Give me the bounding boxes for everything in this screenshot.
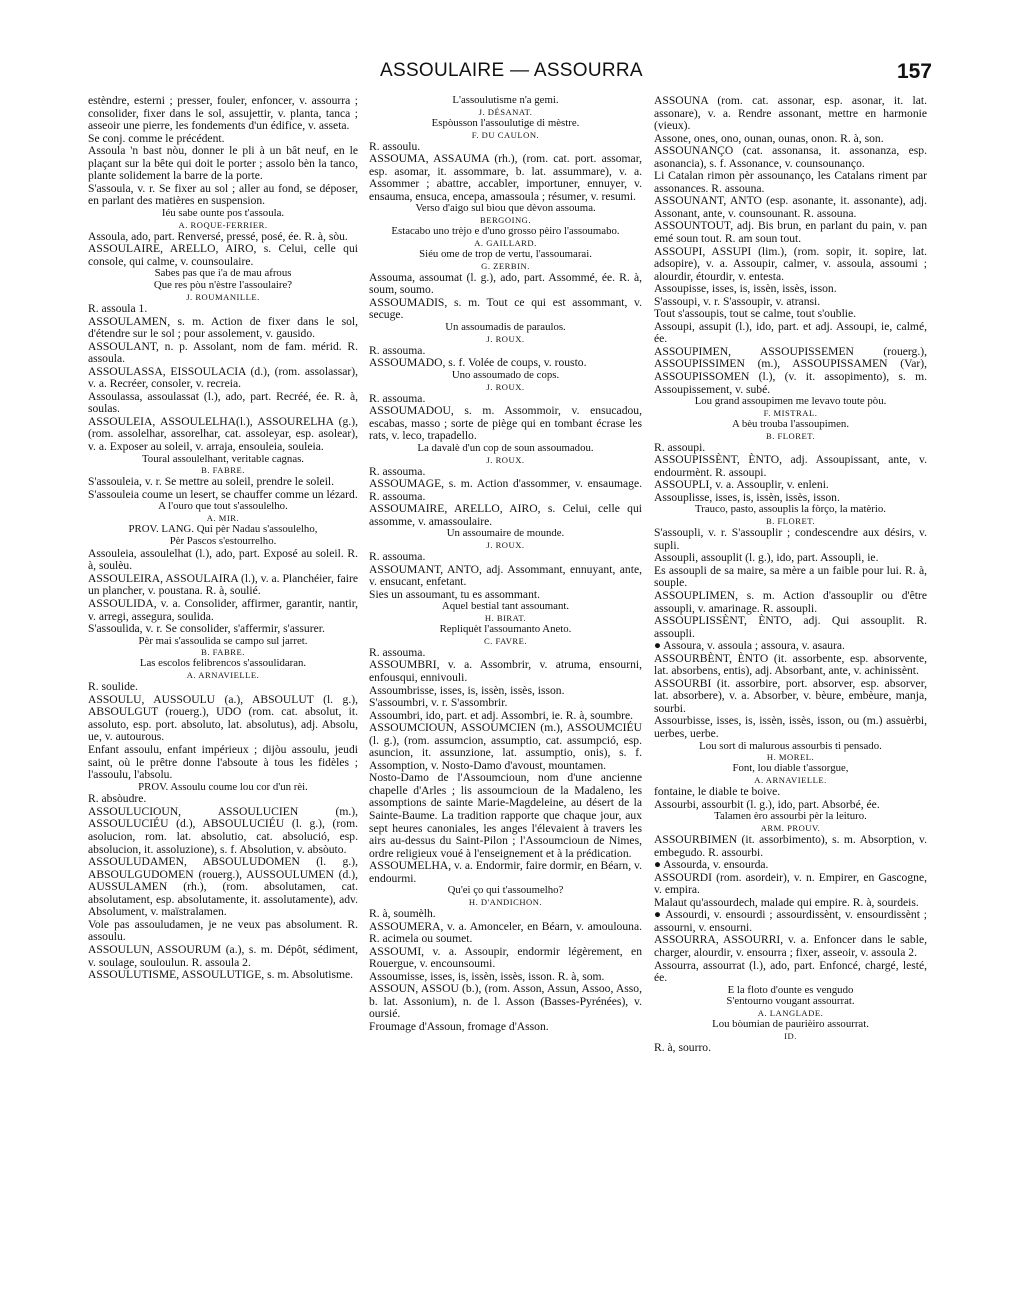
dictionary-entry: S'assouleia coume un lesert, se chauffer comme un lézard. <box>88 487 358 501</box>
dictionary-entry: ASSOULAMEN, s. m. Action de fixer dans le sol, d'étendre sur le sol ; pour assolement, v. gausido. <box>88 314 358 341</box>
dictionary-entry: ASSOUPLI, v. a. Assouplir, v. enleni. <box>654 478 829 492</box>
etymology-reference: R. à, sourro. <box>654 1040 711 1054</box>
quotation: Las escolos felibrencos s'assoulidaran. <box>139 657 307 670</box>
quotation: PROV. Assoulu coume lou cor d'un rèi. <box>138 780 308 793</box>
dictionary-entry: ASSOURBIMEN (it. assorbimento), s. m. Absorption, v. embegudo. R. assourbi. <box>654 833 927 859</box>
quote-attribution: F. MISTRAL. <box>763 407 818 418</box>
dictionary-entry: ASSOUMA, ASSAUMA (rh.), (rom. cat. port. assomar, esp. asomar, it. assommare, b. lat. assummare), v. a. Assommer ; abattre, accabler, importuner, ennuyer, v. ensauma, ensuca, encepa, amassoula ; résumer, v. resumi. <box>369 152 642 203</box>
dictionary-entry: ASSOULUN, ASSOURUM (a.), s. m. Dépôt, sédiment, v. soulage, souloulun. R. assoula 2. <box>88 942 358 969</box>
quote-attribution: H. MOREL. <box>766 752 815 763</box>
dictionary-entry: Assoumbrisse, isses, is, issèn, issès, isson. <box>369 683 565 697</box>
dictionary-entry: ASSOULANT, n. p. Assolant, nom de fam. mérid. R. assoula. <box>88 339 358 366</box>
dictionary-entry: Assoumisse, isses, is, issèn, issès, isson. R. à, som. <box>369 969 605 983</box>
dictionary-entry: Es assoupli de sa maire, sa mère a un faible pour lui. R. à, souple. <box>654 563 927 590</box>
dictionary-entry: ● Assourda, v. ensourda. <box>654 858 769 872</box>
dictionary-entry: ASSOUMI, v. a. Assoupir, endormir légèrement, en Rouergue, v. encounsoumi. <box>369 944 642 971</box>
dictionary-entry: ASSOULEIA, ASSOULELHA(l.), ASSOURELHA (g.), (rom. assolelhar, assorelhar, cat. assoleyar, esp. asolear), v. a. Exposer au soleil, v. arraja, ensouleia, souleia. <box>88 414 358 453</box>
quote-attribution: A. ARNAVIELLE. <box>186 670 260 681</box>
text-column-1 <box>88 95 358 1245</box>
etymology-reference: R. assoulu. <box>369 139 421 153</box>
dictionary-entry: Nosto-Damo de l'Assoumcioun, nom d'une ancienne chapelle d'Arles ; lis assoumcioun de la Madaleno, les assomptions de sainte Marie-Magdeleine, au désert de la Sainte-Baume. La tradition rapporte que chaque jour, aux sept heures canoniales, les anges l'élevaient à travers les airs au-dessus du Saint-Pilon ; l'Assoumcioun de Nimes, ordre religieux voué à l'enseignement et à la prédication. <box>369 771 642 860</box>
dictionary-entry: ASSOUPI, ASSUPI (lim.), (rom. sopir, it. sopire, lat. adsopire), v. a. Assoupir, calmer, v. assoula, assoumi ; alourdir, étourdir, v. entesta. <box>654 244 927 283</box>
dictionary-entry: ASSOUMERA, v. a. Amonceler, en Béarn, v. amoulouna. R. acimela ou soumet. <box>369 919 642 946</box>
dictionary-entry: Assoumbri, ido, part. et adj. Assombri, ie. R. à, soumbre. <box>369 708 634 722</box>
quote-attribution: G. ZERBIN. <box>481 260 530 271</box>
quotation: Siéu ome de trop de vertu, l'assoumarai. <box>419 247 592 260</box>
dictionary-entry: ASSOUPISSÈNT, ÈNTO, adj. Assoupissant, ante, v. endourmènt. R. assoupi. <box>654 453 927 479</box>
quotation: Espòusson l'assoulutige di mèstre. <box>431 116 580 129</box>
quote-attribution: J. ROUX. <box>486 333 525 344</box>
dictionary-entry: Assouma, assoumat (l. g.), ado, part. Assommé, ée. R. à, soum, soumo. <box>369 270 642 297</box>
quotation: Sabes pas que i'a de mau afrous Que res pòu n'èstre l'assoulaire? <box>153 267 293 292</box>
quotation: Lou bòumian de paurièiro assourrat. <box>712 1018 869 1031</box>
dictionary-entry: Se conj. comme le précédent. <box>88 131 225 145</box>
quote-attribution: A. ARNAVIELLE. <box>754 775 827 786</box>
dictionary-entry: ● Assoura, v. assoula ; assoura, v. asaura. <box>654 639 845 653</box>
dictionary-entry: ASSOUMCIOUN, ASSOUMCIEN (m.), ASSOUMCIÉU (l. g.), (rom. assumcion, assumptio, cat. assumpció, esp. asuncion, it. assunzione, lat. assumptio, onis), s. f. Assomption, v. Nosto-Damo d'avoust, mountamen. <box>369 721 642 772</box>
dictionary-entry: ASSOULIDA, v. a. Consolider, affirmer, garantir, nantir, v. arregi, assegura, soulida. <box>88 596 358 623</box>
dictionary-entry: ASSOULEIRA, ASSOULAIRA (l.), v. a. Planchéier, faire un plancher, v. poustana. R. à, soulié. <box>88 571 358 598</box>
quotation: Repliquèt l'assoumanto Aneto. <box>439 623 572 636</box>
quote-attribution: H. D'ANDICHON. <box>468 897 543 908</box>
dictionary-entry: ASSOULUTISME, ASSOULUTIGE, s. m. Absolutisme. <box>88 968 354 982</box>
dictionary-entry: ASSOURBI (it. assorbire, port. absorver, esp. absorver, lat. absorbere), v. a. Absorber, v. bèure, embèure, manja, sourbi. <box>654 676 927 715</box>
dictionary-entry: Enfant assoulu, enfant impérieux ; dijòu assoulu, jeudi saint, où le prêtre donne l'absoute à tous les fidèles ; l'assoulu, l'absolu. <box>88 742 358 782</box>
quote-attribution: J. DÉSANAT. <box>478 106 533 117</box>
quotation: Un assoumaire de mounde. <box>446 527 565 540</box>
dictionary-entry: fontaine, le diable te boive. <box>654 785 781 799</box>
dictionary-entry: ASSOUPLIMEN, s. m. Action d'assouplir ou d'être assoupli, v. amarinage. R. assoupli. <box>654 588 927 615</box>
etymology-reference: R. soulide. <box>88 680 138 694</box>
dictionary-entry: S'assoula, v. r. Se fixer au sol ; aller au fond, se déposer, en parlant des matières en suspension. <box>88 181 358 208</box>
quote-attribution: J. ROUX. <box>486 454 525 465</box>
dictionary-entry: ASSOUNANÇO (cat. assonansa, it. assonanza, esp. asonancia), s. f. Assonance, v. counsounanço. <box>654 144 927 170</box>
dictionary-entry: Assourra, assourrat (l.), ado, part. Enfoncé, chargé, lesté, ée. <box>654 958 927 985</box>
quotation: Estacabo uno trèjo e d'uno grosso pèiro l'assoumabo. <box>391 225 620 238</box>
dictionary-entry: Assourbi, assourbit (l. g.), ido, part. Absorbé, ée. <box>654 797 880 811</box>
dictionary-entry: ASSOULASSA, EISSOULACIA (d.), (rom. assolassar), v. a. Recréer, consoler, v. recreia. <box>88 364 358 391</box>
etymology-reference: R. à, soumèlh. <box>369 907 436 921</box>
quotation: A l'ouro que tout s'assoulelho. <box>158 500 288 513</box>
dictionary-entry: Li Catalan rimon pèr assounanço, les Catalans riment par assonances. R. assouna. <box>654 169 927 195</box>
quote-attribution: J. ROUX. <box>486 540 525 551</box>
quote-attribution: A. GAILLARD. <box>474 237 537 248</box>
dictionary-entry: ASSOUMELHA, v. a. Endormir, faire dormir, en Béarn, v. endourmi. <box>369 859 642 885</box>
quotation: Lou grand assoupimen me levavo toute pòu. <box>694 395 887 408</box>
dictionary-entry: Assone, ones, ono, ounan, ounas, onon. R. à, son. <box>654 131 884 145</box>
etymology-reference: R. assoula 1. <box>88 301 148 315</box>
dictionary-entry: Tout s'assoupis, tout se calme, tout s'oublie. <box>654 307 857 321</box>
dictionary-entry: S'assoulida, v. r. Se consolider, s'affermir, s'assurer. <box>88 622 325 636</box>
dictionary-entry: Assoulassa, assoulassat (l.), ado, part. Recréé, ée. R. à, soulas. <box>88 389 358 416</box>
dictionary-entry: ASSOULU, AUSSOULU (a.), ABSOULUT (l. g.), ABSOULGUT (rouerg.), UDO (rom. cat. absolut, it. assoluto, esp. port. absoluto, lat. absolutus), adj. Absolu, ue, v. autourous. <box>88 692 358 744</box>
quote-attribution: J. ROUMANILLE. <box>186 291 260 302</box>
quotation: Uno assoumado de cops. <box>451 368 560 381</box>
dictionary-entry: S'assoupi, v. r. S'assoupir, v. atransi. <box>654 294 821 308</box>
dictionary-entry: S'assoumbri, v. r. S'assombrir. <box>369 696 508 710</box>
quote-attribution: H. BIRAT. <box>484 613 527 624</box>
quote-attribution: BERGOING. <box>479 215 532 226</box>
dictionary-entry: ASSOUMAGE, s. m. Action d'assommer, v. ensaumage. R. assouma. <box>369 477 642 503</box>
dictionary-entry: Vole pas assouludamen, je ne veux pas absolument. R. assoulu. <box>88 917 358 944</box>
running-title: ASSOULAIRE — ASSOURRA <box>380 60 643 81</box>
dictionary-entry: ASSOUMADIS, s. m. Tout ce qui est assommant, v. secuge. <box>369 295 642 322</box>
dictionary-entry: ASSOUMADOU, s. m. Assommoir, v. ensucadou, escabas, masso ; sorte de piège qui en tombant écrase les rats, v. leco, trapadello. <box>369 404 642 443</box>
quote-attribution: B. FABRE. <box>201 465 245 476</box>
quotation: Aquel bestial tant assoumant. <box>441 600 570 613</box>
dictionary-entry: ASSOURDI (rom. asordeir), v. n. Empirer, en Gascogne, v. empira. <box>654 870 927 897</box>
quote-attribution: B. FABRE. <box>201 647 245 658</box>
quote-attribution: ARM. PROUV. <box>760 823 821 834</box>
dictionary-entry: ASSOUNANT, ANTO (esp. asonante, it. assonante), adj. Assonant, ante, v. counsounant. R. assouna. <box>654 194 927 220</box>
dictionary-entry: ASSOUMAIRE, ARELLO, AIRO, s. Celui, celle qui assomme, v. amassoulaire. <box>369 502 642 528</box>
quotation: Iéu sabe ounte pos t'assoula. <box>161 206 285 219</box>
etymology-reference: R. assouma. <box>369 391 426 405</box>
quote-attribution: A. LANGLADE. <box>757 1008 824 1019</box>
text-column-2 <box>369 95 642 1245</box>
dictionary-entry: estèndre, esterni ; presser, fouler, enfoncer, v. assourra ; consolider, fixer dans le sol, assujettir, v. planta, tanca ; asseoir une pierre, les fondements d'un édifice, v. asseta. <box>88 95 358 133</box>
quotation: L'assoulutisme n'a gemi. <box>452 95 559 106</box>
quote-attribution: B. FLORET. <box>765 516 815 527</box>
quote-attribution: J. ROUX. <box>486 381 525 392</box>
quotation: Lou sort di malurous assourbis ti pensado. <box>699 739 882 752</box>
quote-attribution: A. ROQUE-FERRIER. <box>178 219 268 230</box>
dictionary-entry: ASSOURBÈNT, ÈNTO (it. assorbente, esp. absorvente, lat. absorbens, entis), adj. Absorbant, ante, v. achinissènt. <box>654 651 927 678</box>
dictionary-entry: ASSOUN, ASSOU (b.), (rom. Asson, Assun, Assoo, Asso, b. lat. Assonium), n. de l. Asson (Basses-Pyrénées), v. oursié. <box>369 982 642 1021</box>
dictionary-entry: ● Assourdi, v. ensourdi ; assourdissènt, v. ensourdissènt ; assourni, v. ensourni. <box>654 908 927 934</box>
dictionary-entry: Assouleia, assoulelhat (l.), ado, part. Exposé au soleil. R. à, soulèu. <box>88 546 358 573</box>
etymology-reference: R. absòudre. <box>88 792 147 806</box>
dictionary-entry: Froumage d'Assoun, fromage d'Asson. <box>369 1020 549 1033</box>
etymology-reference: R. assouma. <box>369 464 426 478</box>
dictionary-entry: Assoupli, assouplit (l. g.), ido, part. Assoupli, ie. <box>654 551 879 565</box>
dictionary-entry: ASSOUPLISSÈNT, ÈNTO, adj. Qui assouplit. R. assoupli. <box>654 614 927 640</box>
quote-attribution: A. MIR. <box>206 513 240 524</box>
dictionary-entry: ASSOUMBRI, v. a. Assombrir, v. atruma, ensourni, enfousqui, ennivouli. <box>369 658 642 684</box>
quote-attribution: C. FAVRE. <box>483 635 528 646</box>
quote-attribution: ID. <box>784 1030 797 1041</box>
quotation: Qu'ei ço qui t'assoumelho? <box>447 884 564 897</box>
dictionary-entry: S'assoupli, v. r. S'assouplir ; condescendre aux désirs, v. supli. <box>654 526 927 552</box>
dictionary-entry: Assoula, ado, part. Renversé, pressé, posé, ée. R. à, sòu. <box>88 229 348 243</box>
quotation: A bèu trouba l'assoupimen. <box>731 417 850 430</box>
quotation: Un assoumadis de paraulos. <box>445 320 566 333</box>
etymology-reference: R. assoupi. <box>654 440 706 454</box>
quotation: La davalè d'un cop de soun assoumadou. <box>417 441 594 454</box>
quote-attribution: F. DU CAULON. <box>471 129 540 140</box>
page-header <box>0 60 1024 88</box>
dictionary-entry: ASSOUMADO, s. f. Volée de coups, v. rousto. <box>369 356 587 370</box>
dictionary-entry: ASSOURRA, ASSOURRI, v. a. Enfoncer dans le sable, charger, alourdir, v. ensourra ; fixer, asseoir, v. assoula 2. <box>654 933 927 959</box>
quotation: Talamen èro assourbi pèr la leituro. <box>714 810 867 823</box>
quotation: Font, lou diable t'assorgue, <box>732 762 849 775</box>
quotation: Trauco, pasto, assouplis la fòrço, la matèrio. <box>695 503 886 516</box>
quotation: Pèr mai s'assoulida se campo sul jarret. <box>138 634 308 647</box>
quotation: E la floto d'ounte es vengudo S'entourno vougant assourrat. <box>726 983 855 1008</box>
dictionary-entry: ASSOUNA (rom. cat. assonar, esp. asonar, it. lat. assonare), v. a. Rendre assonant, mettre en harmonie (vieux). <box>654 95 927 133</box>
dictionary-entry: Sies un assoumant, tu es assommant. <box>369 587 540 601</box>
etymology-reference: R. assouma. <box>369 645 426 659</box>
quotation: Toural assoulelhant, veritable cagnas. <box>141 452 305 465</box>
dictionary-entry: Assoupisse, isses, is, issèn, issès, isson. <box>654 282 837 296</box>
quotation: Verso d'aigo sul bìou que dèvon assouma. <box>415 202 596 215</box>
dictionary-entry: Assoula 'n bast nòu, donner le pli à un bât neuf, en le plaçant sur la bête qui doit le porter ; assolo bèn la tanco, plante solidement la barre de la porte. <box>88 144 358 183</box>
dictionary-entry: ASSOULAIRE, ARELLO, AIRO, s. Celui, celle qui console, qui calme, v. counsoulaire. <box>88 242 358 268</box>
etymology-reference: R. assouma. <box>369 343 426 357</box>
etymology-reference: R. assouma. <box>369 550 426 564</box>
text-column-3 <box>654 95 927 1245</box>
dictionary-entry: Assourbisse, isses, is, issèn, issès, isson, ou (m.) assuèrbi, uerbes, uerbe. <box>654 714 927 740</box>
quotation: PROV. LANG. Qui pèr Nadau s'assoulelho, Pèr Pascos s'estourrelho. <box>128 523 318 547</box>
dictionary-entry: ASSOUMANT, ANTO, adj. Assommant, ennuyant, ante, v. ensucant, enfetant. <box>369 562 642 589</box>
dictionary-entry: ASSOULUCIOUN, ASSOULUCIEN (m.), ASSOULUCIÉU (d.), ABSOULUCIÉU (l. g.), (rom. asolucion, rom. lat. absolutio, cat. absolució, esp. absolucion, it. assoluzione), s. f. Absolution, v. absòuto. <box>88 804 358 856</box>
dictionary-entry: Assoupi, assupit (l.), ido, part. et adj. Assoupi, ie, calmé, ée. <box>654 319 927 346</box>
page-number: 157 <box>896 60 932 83</box>
quote-attribution: B. FLORET. <box>765 430 815 441</box>
dictionary-entry: S'assouleia, v. r. Se mettre au soleil, prendre le soleil. <box>88 475 335 489</box>
dictionary-entry: Malaut qu'assourdech, malade qui empire. R. à, sourdeis. <box>654 895 919 909</box>
dictionary-entry: ASSOUNTOUT, adj. Bis brun, en parlant du pain, v. pan emé soun tout. R. am soun tout. <box>654 219 927 246</box>
dictionary-entry: Assouplisse, isses, is, issèn, issès, isson. <box>654 490 840 504</box>
dictionary-entry: ASSOUPIMEN, ASSOUPISSEMEN (rouerg.), ASSOUPISSIMEN (m.), ASSOUPISSAMEN (Var), ASSOUPISSOMEN (l.), (v. it. assopimento), s. m. Assoupissement, v. subé. <box>654 344 927 396</box>
dictionary-entry: ASSOULUDAMEN, ABSOULUDOMEN (l. g.), ABSOULGUDOMEN (rouerg.), AUSSOULUMEN (d.), AUSSULAMEN (rh.), (rom. absolutamen, cat. absolutament, esp. absolutamente, it. assolutamente), adv. Absolument, v. maïstralamen. <box>88 855 358 919</box>
